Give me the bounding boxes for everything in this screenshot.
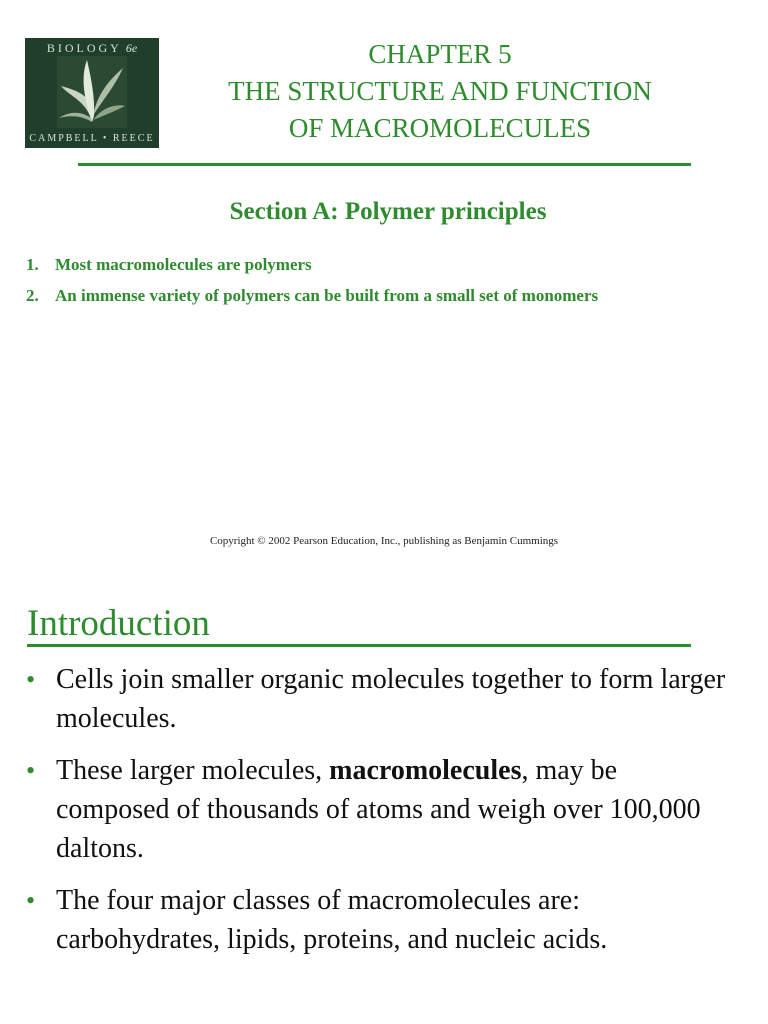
title-divider (78, 163, 691, 166)
outline-item-number: 2. (26, 286, 39, 305)
outline-item-text: Most macromolecules are polymers (55, 255, 312, 274)
bullet-icon: • (26, 665, 36, 694)
introduction-slide (0, 590, 768, 1024)
bullet-text-lead: These larger molecules, (56, 755, 330, 786)
outline-item (26, 254, 598, 285)
chapter-title-line-2: OF MACROMOLECULES (288, 113, 592, 143)
outline-item-number: 1. (26, 255, 39, 274)
bullet-item (26, 751, 726, 868)
bullet-icon: • (26, 886, 36, 915)
logo-edition: 6e (125, 41, 138, 55)
section-outline (26, 254, 598, 316)
section-heading: Section A: Polymer principles (229, 198, 547, 225)
copyright-notice: Copyright © 2002 Pearson Education, Inc., publishing as Benjamin Cummings (209, 535, 559, 547)
title-divider (27, 644, 691, 647)
bullet-list (26, 660, 726, 972)
logo-title: BIOLOGY (46, 41, 122, 55)
leaf-plant-icon (57, 56, 127, 128)
chapter-title (180, 36, 700, 147)
bullet-text-rest: , may be composed of thousands of atoms and weigh over 100,000 daltons. (56, 755, 701, 864)
slide-title: Introduction (27, 603, 210, 644)
bullet-text: The four major classes of macromolecules are: carbohydrates, lipids, proteins, and nucleic acids. (56, 885, 608, 955)
bullet-item (26, 660, 726, 738)
key-term: macromolecules (329, 755, 522, 786)
chapter-number: CHAPTER 5 (368, 39, 512, 69)
chapter-title-line-1: THE STRUCTURE AND FUNCTION (228, 76, 652, 106)
logo-authors: CAMPBELL • REECE (29, 133, 155, 144)
bullet-text: Cells join smaller organic molecules together to form larger molecules. (56, 664, 726, 734)
biology-book-logo (25, 38, 159, 148)
bullet-item (26, 881, 726, 959)
outline-item-text: An immense variety of polymers can be built from a small set of monomers (55, 286, 599, 305)
outline-item (26, 285, 598, 316)
bullet-icon: • (26, 756, 36, 785)
